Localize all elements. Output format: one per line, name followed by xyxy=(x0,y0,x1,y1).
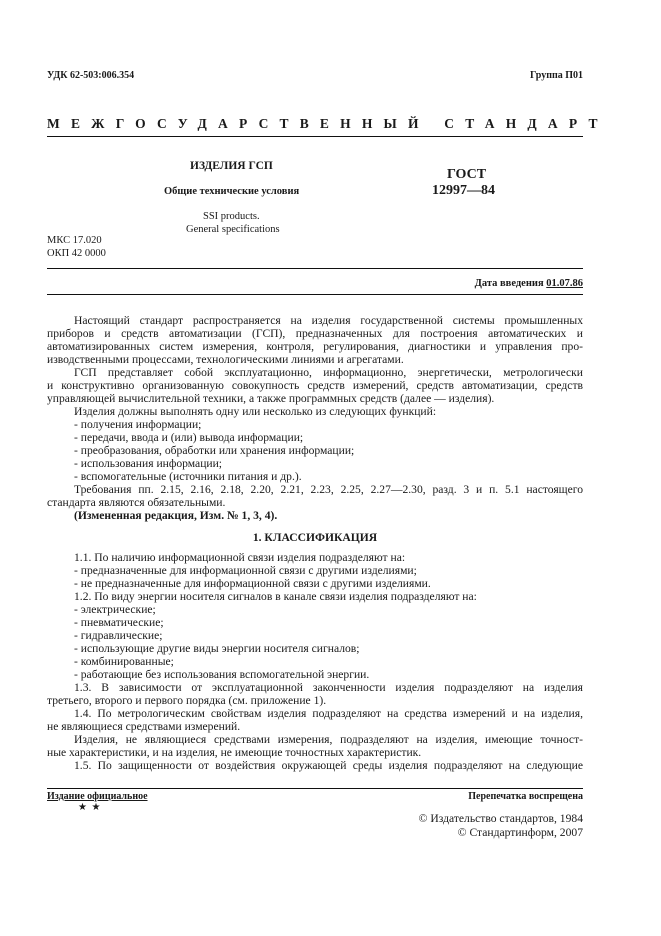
list-item: - комбинированные; xyxy=(74,655,174,668)
english-title: SSI products. xyxy=(203,211,260,222)
text-line: Изделия, не являющиеся средствами измерения, подразделяют на изделия, имеющие точност- xyxy=(74,733,583,746)
text-line: 1.3. В зависимости от эксплуатационной законченности изделия подразделяют на изделия xyxy=(74,681,583,694)
introduction-date-value: 01.07.86 xyxy=(546,278,583,289)
list-item: - гидравлические; xyxy=(74,629,163,642)
text-line: 1.4. По метрологическим свойствам изделия подразделяют на средства измерений и на изделия, xyxy=(74,707,583,720)
list-item: - предназначенные для информационной связи с другими изделиями; xyxy=(74,564,417,577)
clause-text: 1.2. По виду энергии носителя сигналов в канале связи изделия подразделяют на: xyxy=(74,590,477,603)
standard-banner: МЕЖГОСУДАРСТВЕННЫЙ СТАНДАРТ xyxy=(47,116,609,131)
clause-1-1 xyxy=(47,551,583,590)
title-rule xyxy=(47,268,583,269)
introduction-date-label: Дата введения xyxy=(474,278,544,289)
copyright-publisher: © Издательство стандартов, 1984 xyxy=(418,812,583,825)
list-item: - электрические; xyxy=(74,603,156,616)
list-item: - не предназначенные для информационной связи с другими изделиями. xyxy=(74,577,431,590)
revision-text: (Измененная редакция, Изм. № 1, 3, 4). xyxy=(74,509,278,522)
section-title-classification: 1. КЛАССИФИКАЦИЯ xyxy=(252,531,378,544)
text-line: управляющей вычислительной техники, а также программных средств (далее — изделия). xyxy=(47,392,495,405)
text-line: не являющиеся средствами измерений. xyxy=(47,720,241,733)
date-rule xyxy=(47,294,583,295)
text-line: третьего, второго и первого порядка (см. приложение 1). xyxy=(47,694,327,707)
clause-1-2 xyxy=(47,590,583,681)
footer-rule xyxy=(47,788,583,789)
gost-label: ГОСТ xyxy=(447,167,487,182)
clause-1-4-continued xyxy=(47,733,583,759)
clause-1-5 xyxy=(47,759,583,772)
functions-list xyxy=(47,405,583,483)
clause-text: 1.1. По наличию информационной связи изделия подразделяют на: xyxy=(74,551,406,564)
list-item: - передачи, ввода и (или) вывода информации; xyxy=(74,431,304,444)
document-subtitle: Общие технические условия xyxy=(164,186,300,197)
text-line: Настоящий стандарт распространяется на изделия государственной системы промышленных xyxy=(74,314,583,327)
text-line: приборов и средств автоматизации (ГСП), предназначенных для построения автоматических и xyxy=(47,327,583,340)
group-code: Группа П01 xyxy=(530,70,583,81)
reprint-notice: Перепечатка воспрещена xyxy=(468,791,583,802)
list-item: - использующие другие виды энергии носителя сигналов; xyxy=(74,642,360,655)
list-item: - использования информации; xyxy=(74,457,223,470)
official-edition: Издание официальное xyxy=(47,791,148,802)
list-item: - получения информации; xyxy=(74,418,202,431)
gost-number: 12997—84 xyxy=(432,183,495,198)
introduction-date xyxy=(475,278,583,289)
clause-1-4 xyxy=(47,707,583,733)
text-line: автоматизированных систем измерения, контроля, регулирования, диагностики и управления про- xyxy=(47,340,583,353)
revision-note xyxy=(47,509,583,522)
stars-mark: ★ ★ xyxy=(78,802,102,813)
list-item: - пневматические; xyxy=(74,616,164,629)
paragraph-gsp-definition xyxy=(47,366,583,405)
clause-1-3 xyxy=(47,681,583,707)
header-rule xyxy=(47,136,583,137)
copyright-standartinform: © Стандартинформ, 2007 xyxy=(457,826,583,839)
paragraph-scope xyxy=(47,314,583,366)
okp-code: ОКП 42 0000 xyxy=(47,248,106,259)
udk-code: УДК 62-503:006.354 xyxy=(47,70,135,81)
functions-intro: Изделия должны выполнять одну или несколько из следующих функций: xyxy=(74,405,437,418)
text-line: стандарта являются обязательными. xyxy=(47,496,226,509)
text-line: 1.5. По защищенности от воздействия окружающей среды изделия подразделяют на следующие xyxy=(74,759,583,772)
text-line: ГСП представляет собой эксплуатационно, информационно, энергетически, метрологически xyxy=(74,366,583,379)
mks-code: МКС 17.020 xyxy=(47,235,102,246)
text-line: изводственными процессами, технологическими линиями и агрегатами. xyxy=(47,353,404,366)
text-line: Требования пп. 2.15, 2.16, 2.18, 2.20, 2.21, 2.23, 2.25, 2.27—2.30, разд. 3 и п. 5.1 настоящего xyxy=(74,483,583,496)
list-item: - работающие без использования вспомогательной энергии. xyxy=(74,668,370,681)
text-line: ные характеристики, и на изделия, не имеющие точностных характеристик. xyxy=(47,746,422,759)
paragraph-requirements xyxy=(47,483,583,509)
english-subtitle: General specifications xyxy=(186,224,280,235)
document-title: ИЗДЕЛИЯ ГСП xyxy=(190,160,273,172)
list-item: - вспомогательные (источники питания и др.). xyxy=(74,470,302,483)
list-item: - преобразования, обработки или хранения информации; xyxy=(74,444,355,457)
text-line: и конструктивно организованную совокупность средств измерений, средств автоматизации, средств xyxy=(47,379,583,392)
